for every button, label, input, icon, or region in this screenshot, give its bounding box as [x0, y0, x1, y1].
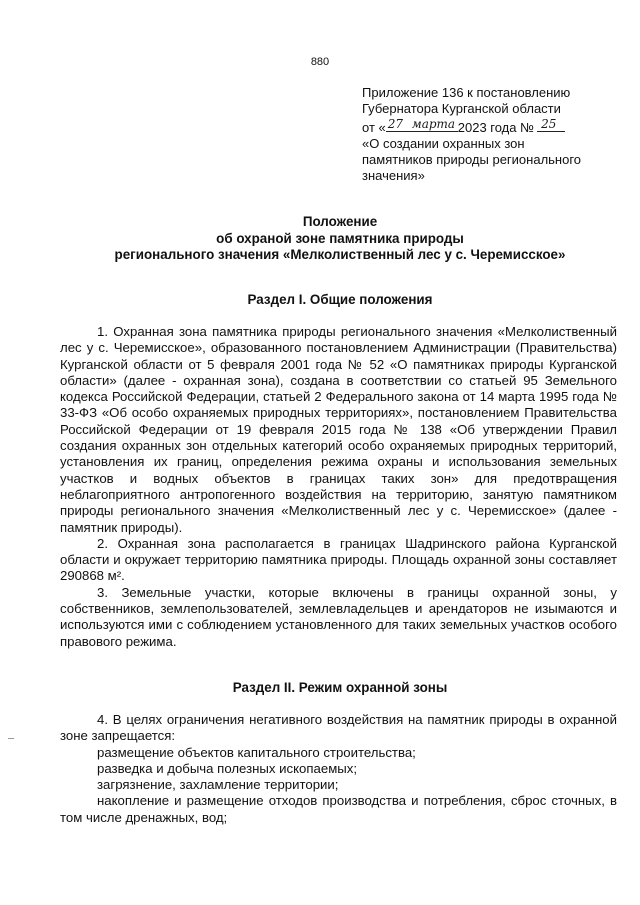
paragraph-2: 2. Охранная зона располагается в границах Шадринского района Курганской области и окружает территорию памятника природы. Площадь охранной зоны составляет 290868 м². [60, 535, 617, 584]
paragraph-4: 4. В целях ограничения негативного воздействия на памятник природы в охранной зоне запрещается: [60, 712, 617, 744]
document-title [60, 214, 620, 264]
title-line-2: об охраной зоне памятника природы [216, 230, 464, 246]
date-prefix: от « [362, 119, 386, 135]
list-item: разведка и добыча полезных ископаемых; [97, 760, 357, 776]
appendix-block [362, 85, 624, 185]
section-2-body [60, 712, 617, 826]
date-suffix: 2023 года № [457, 119, 535, 135]
appendix-date-line [362, 118, 624, 136]
date-month-blank [406, 118, 458, 132]
paragraph-3: 3. Земельные участки, которые включены в границы охранной зоны, у собственников, землепользователей, землевладельцев и арендаторов не изымаются и используются ими с соблюдением установленного для таких земельных участков особого правового режима. [60, 584, 617, 649]
section-2-heading: Раздел II. Режим охранной зоны [232, 680, 448, 695]
appendix-line-4: «О создании охранных зон [362, 135, 525, 151]
list-item: накопление и размещение отходов производства и потребления, сброс сточных, в том числе дренажных, вод; [60, 793, 617, 825]
list-item: размещение объектов капитального строительства; [97, 744, 416, 760]
section-1-body [60, 324, 617, 650]
appendix-line-2: Губернатора Курганской области [362, 101, 561, 117]
section-1-heading: Раздел I. Общие положения [247, 292, 433, 307]
appendix-line-5: памятников природы регионального [362, 152, 582, 168]
appendix-line-1: Приложение 136 к постановлению [362, 85, 571, 100]
appendix-line-6: значения» [362, 168, 425, 184]
paragraph-1: 1. Охранная зона памятника природы регионального значения «Мелколиственный лес у с. Черемисское», образованного постановлением Администрации (Правительства) Курганской области от 5 февраля 2001 года № 52 «О памятниках природы Курганской области» (далее - охранная зона), создана в соответствии со статьей 95 Земельного кодекса Российской Федерации, статьей 2 Федерального закона от 14 марта 1995 года № 33-ФЗ «Об особо охраняемых природных территориях», постановлением Правительства Российской Федерации от 19 февраля 2015 года № 138 «Об утверждении Правил создания охранных зон отдельных категорий особо охраняемых природных территорий, установления их границ, определения режима охраны и использования земельных участков и водных объектов в границах таких зон» для предотвращения неблагоприятного антропогенного воздействия на территорию, занятую памятником природы регионального значения «Мелколиственный лес у с. Черемисское» (далее - памятник природы). [60, 324, 617, 535]
date-month-handwritten: марта [411, 116, 456, 131]
doc-number-handwritten: 25 [541, 116, 557, 131]
page-number: 880 [310, 56, 330, 68]
list-item: загрязнение, захламление территории; [97, 777, 339, 793]
date-day-blank [386, 118, 406, 132]
date-day-handwritten: 27 [387, 116, 404, 131]
title-line-3: регионального значения «Мелколиственный лес у с. Черемисское» [114, 247, 566, 262]
margin-mark [8, 738, 14, 739]
title-line-1: Положение [302, 214, 378, 229]
doc-number-blank [537, 118, 565, 132]
